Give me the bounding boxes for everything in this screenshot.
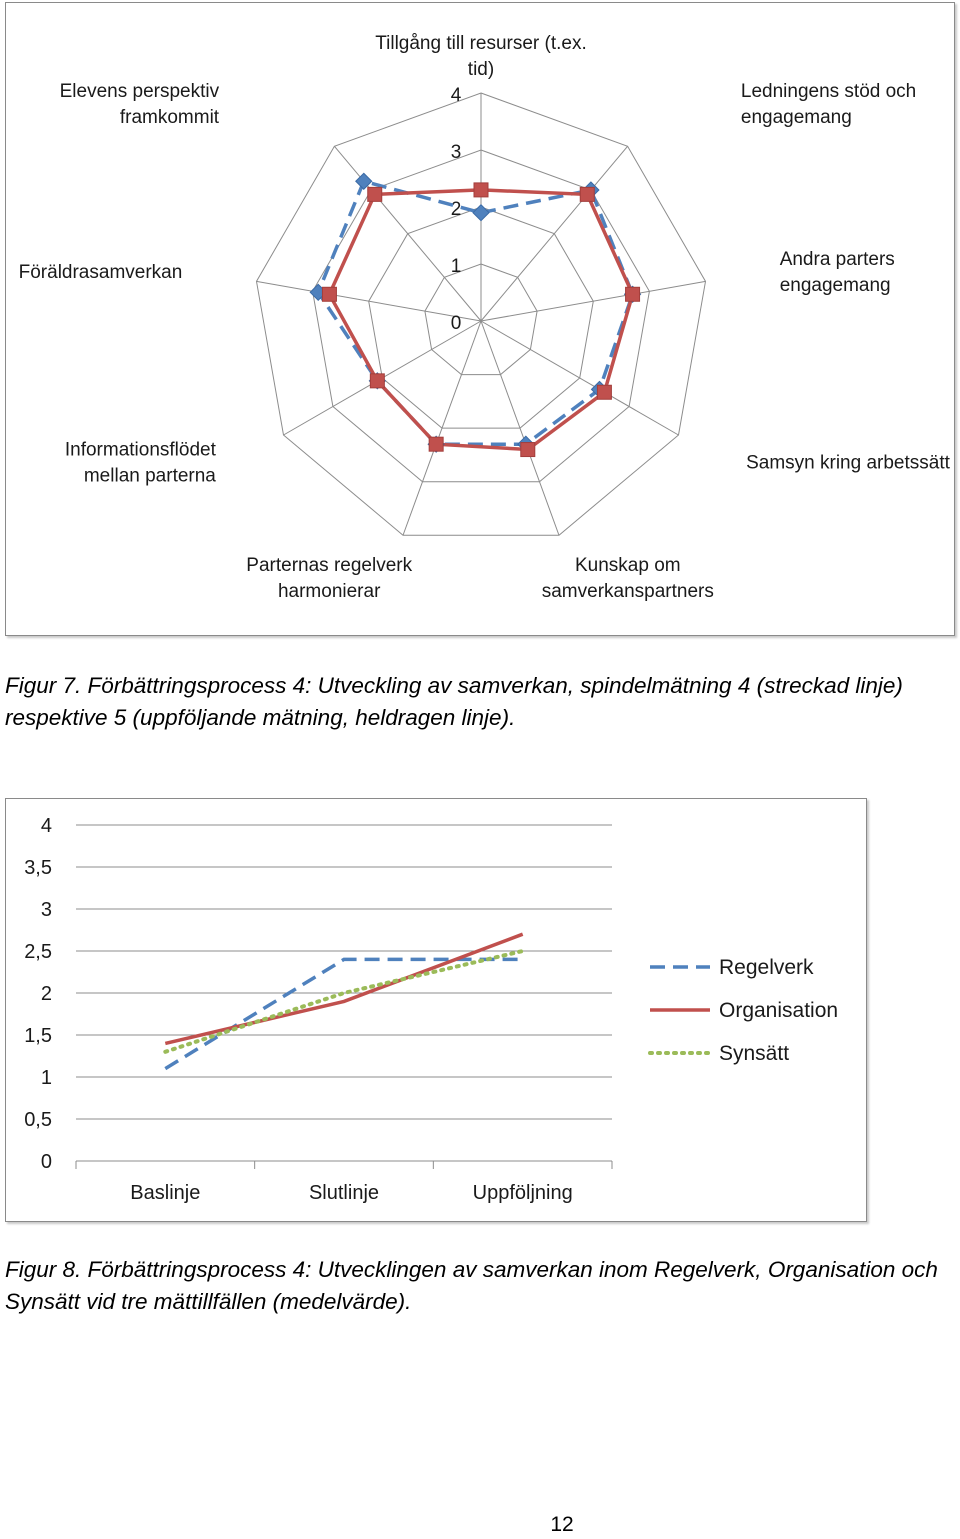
x-category-label: Slutlinje xyxy=(308,1182,380,1204)
radar-category-label: Samsyn kring arbetssätt xyxy=(746,452,950,474)
radar-category-label: Tillgång till resurser (t.ex. xyxy=(375,33,587,54)
radar-category-label: harmonierar xyxy=(277,581,381,602)
radar-tick-label: 1 xyxy=(450,256,462,277)
figure-7-caption: Figur 7. Förbättringsprocess 4: Utveckling av samverkan, spindelmätning 4 (streckad linje) respektive 5 (uppföljande mätning, heldragen linje). xyxy=(5,673,903,730)
radar-point-square xyxy=(429,437,443,451)
y-tick-label: 3,5 xyxy=(24,857,52,879)
radar-point-square xyxy=(597,385,611,399)
figure-8-caption: Figur 8. Förbättringsprocess 4: Utvecklingen av samverkan inom Regelverk, Organisation och Synsätt vid tre mättillfällen (medelvärde). xyxy=(5,1257,938,1314)
series-line-regelverk xyxy=(165,959,522,1068)
page-number: 12 xyxy=(550,1513,574,1536)
radar-category-label: Andra parters xyxy=(779,248,895,270)
y-tick-label: 1,5 xyxy=(24,1025,52,1047)
radar-category-label: engagemang xyxy=(740,107,852,129)
radar-tick-label: 0 xyxy=(450,313,462,334)
radar-point-square xyxy=(370,374,384,388)
y-tick-label: 3 xyxy=(40,899,52,921)
y-tick-label: 1 xyxy=(40,1067,52,1089)
radar-category-label: engagemang xyxy=(779,274,891,296)
radar-point-square xyxy=(626,287,640,301)
radar-category-label: Föräldrasamverkan xyxy=(18,261,183,283)
x-category-label: Uppföljning xyxy=(472,1182,573,1204)
radar-point-square xyxy=(521,443,535,457)
line-chart-panel xyxy=(5,798,867,1222)
radar-point-square xyxy=(580,187,594,201)
radar-category-label: Ledningens stöd och xyxy=(740,81,917,103)
radar-chart xyxy=(6,3,956,637)
y-tick-label: 4 xyxy=(40,815,52,837)
radar-category-label: mellan parterna xyxy=(83,465,216,487)
radar-chart-panel xyxy=(5,2,955,636)
x-category-label: Baslinje xyxy=(130,1182,201,1204)
radar-tick-label: 4 xyxy=(450,85,462,106)
y-tick-label: 2 xyxy=(40,983,52,1005)
radar-point-square xyxy=(368,187,382,201)
radar-point-square xyxy=(474,183,488,197)
radar-category-label: tid) xyxy=(467,59,495,80)
radar-category-label: Informationsflödet xyxy=(64,439,216,461)
radar-tick-label: 3 xyxy=(450,142,462,163)
radar-category-label: framkommit xyxy=(119,107,220,129)
radar-spoke xyxy=(481,281,706,321)
y-tick-label: 0,5 xyxy=(24,1109,52,1131)
legend-label-regelverk: Regelverk xyxy=(719,956,814,979)
radar-category-label: samverkanspartners xyxy=(541,581,714,602)
radar-category-label: Elevens perspektiv xyxy=(59,81,220,103)
radar-spoke xyxy=(481,321,678,435)
legend-label-organisation: Organisation xyxy=(719,999,839,1022)
y-tick-label: 0 xyxy=(40,1151,52,1173)
legend-label-synsätt: Synsätt xyxy=(719,1042,790,1065)
radar-category-label: Parternas regelverk xyxy=(246,555,413,576)
radar-point-square xyxy=(322,287,336,301)
radar-tick-label: 2 xyxy=(450,199,462,220)
radar-point-diamond xyxy=(473,205,489,221)
radar-category-label: Kunskap om xyxy=(574,555,681,576)
line-chart xyxy=(6,799,868,1223)
y-tick-label: 2,5 xyxy=(24,941,52,963)
radar-spoke xyxy=(256,281,481,321)
